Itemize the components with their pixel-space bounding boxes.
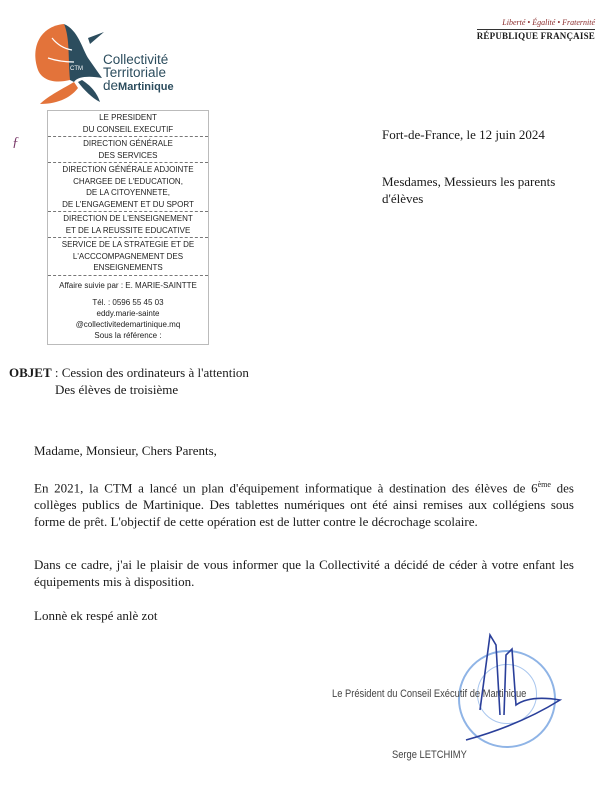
phone: Tél. : 0596 55 45 03 — [92, 297, 164, 307]
sender-row — [48, 163, 208, 212]
sender-row — [48, 137, 208, 163]
sender-row — [48, 111, 208, 137]
text: LE PRESIDENT — [99, 113, 157, 122]
sender-row — [48, 238, 208, 276]
ctm-logo — [30, 18, 110, 108]
text: DIRECTION GÉNÉRALE ADJOINTE — [62, 165, 194, 174]
recipient-line: d'élèves — [382, 191, 424, 206]
logo-line: Martinique — [118, 81, 174, 93]
sender-box — [47, 110, 209, 345]
text: CHARGEE DE L'EDUCATION, — [73, 176, 183, 186]
followed-by: Affaire suivie par : E. MARIE-SAINTTE — [59, 280, 197, 290]
text: DES SERVICES — [98, 150, 158, 160]
email-link[interactable]: eddy.marie-sainte — [96, 308, 160, 318]
sender-row — [48, 212, 208, 238]
subject-text: Des élèves de troisième — [55, 382, 179, 397]
text: DIRECTION DE L'ENSEIGNEMENT — [63, 214, 193, 223]
subject — [9, 364, 249, 398]
text: DE LA CITOYENNETE, — [86, 188, 170, 197]
text: DU CONSEIL EXECUTIF — [82, 124, 174, 134]
email-link-domain[interactable]: @collectivitedemartinique.mq — [75, 319, 181, 329]
recipient-line: Mesdames, Messieurs les parents — [382, 174, 556, 189]
subject-text: : Cession des ordinateurs à l'attention — [51, 365, 249, 380]
salutation: Madame, Monsieur, Chers Parents, — [34, 443, 217, 458]
svg-text:CTM: CTM — [70, 66, 83, 72]
text: SERVICE DE LA STRATEGIE ET DE — [61, 240, 195, 249]
republic-motto: Liberté • Égalité • Fraternité — [502, 18, 595, 27]
text: des collèges publics de Martinique. Des tablettes numériques ont été ainsi remises aux collégiens sous forme de prêt. L'objectif de cette opération est de lutter contre le décrochage scolaire. — [34, 480, 574, 530]
text: DE L'ENGAGEMENT ET DU SPORT — [62, 199, 194, 209]
republic-mark — [477, 17, 595, 42]
subject-label: OBJET — [9, 365, 52, 380]
closing: Lonnè ek respé anlè zot — [34, 608, 158, 623]
logo-line: Collectivité — [103, 52, 169, 67]
signatory-name: Serge LETCHIMY — [392, 749, 467, 761]
text: L'ACCCOMPAGNEMENT DES ENSEIGNEMENTS — [72, 251, 184, 272]
contact-info — [48, 276, 208, 344]
handwritten-signature — [460, 625, 570, 745]
paragraph-1 — [34, 476, 574, 530]
logo-wordmark — [103, 53, 174, 94]
recipient — [382, 173, 555, 207]
superscript: ème — [537, 480, 551, 489]
text: DIRECTION GÉNÉRALE — [83, 139, 173, 148]
handwritten-mark: ƒ — [12, 135, 19, 150]
place-date: Fort-de-France, le 12 juin 2024 — [382, 127, 545, 142]
reference: Sous la référence : — [94, 330, 162, 340]
logo-line: Territoriale — [103, 65, 167, 80]
text: ET DE LA REUSSITE EDUCATIVE — [65, 225, 191, 235]
signatory-title: Le Président du Conseil Exécutif de Martinique — [332, 688, 527, 700]
paragraph-2: Dans ce cadre, j'ai le plaisir de vous informer que la Collectivité a décidé de céder à votre enfant les équipements mis à disposition. — [34, 557, 574, 589]
republic-name: RÉPUBLIQUE FRANÇAISE — [476, 31, 595, 41]
logo-line: de — [103, 78, 119, 93]
text: En 2021, la CTM a lancé un plan d'équipement informatique à destination des élèves de 6 — [34, 480, 538, 496]
